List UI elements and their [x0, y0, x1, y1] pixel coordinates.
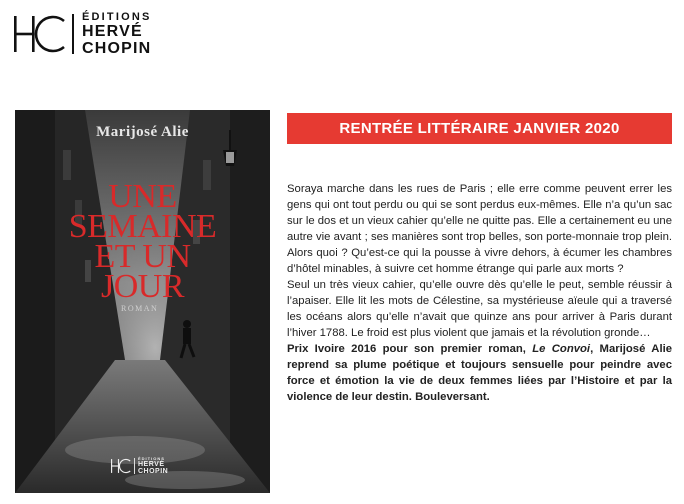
logo-divider — [72, 14, 74, 54]
award-prefix: Prix Ivoire 2016 pour son premier roman, — [287, 343, 533, 355]
logo-line1: HERVÉ — [82, 22, 143, 40]
cover-logo-divider — [134, 458, 135, 474]
book-cover — [15, 110, 270, 493]
cover-title-line: JOUR — [100, 268, 185, 305]
cover-title-line: SEMAINE — [68, 208, 217, 245]
cover-logo-editions: ÉDITIONS — [138, 456, 165, 461]
cover-title-line: ET UN — [94, 238, 191, 275]
rentree-banner: RENTRÉE LITTÉRAIRE JANVIER 2020 — [287, 113, 672, 144]
description-paragraph: Seul un très vieux cahier, qu’elle ouvre dès qu’elle le peut, semble réussir à l’apaiser. Elle lit les mots de Célestine, sa mystérieuse aïeule qui a traversé les océans alors qu’elle n’avait que quinze ans pour arriver à Paris durant l’hiver 1788. Le froid est plus violent que jamais et la révolution gronde… — [287, 279, 672, 339]
publisher-logo — [14, 12, 152, 56]
award-book-title: Le Convoi — [532, 343, 591, 355]
cover-logo-line1: HERVÉ — [138, 461, 165, 468]
cover-title-line: UNE — [108, 178, 177, 215]
book-description — [287, 181, 672, 405]
cover-logo-wordmark — [138, 457, 168, 475]
logo-editions: ÉDITIONS — [82, 10, 152, 23]
logo-wordmark — [82, 12, 152, 57]
cover-author: Marijosé Alie — [96, 124, 189, 140]
cover-logo-line2: CHOPIN — [138, 468, 169, 475]
cover-genre: ROMAN — [121, 304, 159, 313]
description-paragraph: Soraya marche dans les rues de Paris ; elle erre comme peuvent errer les gens qui ont tout perdu ou qui se sont perdus eux-mêmes. Elle n’a qu’un sac sur le dos et un vieux cahier qu’elle ne quitte pas. Elle a certainement eu une autre vie avant ; ses manières sont trop belles, son porte-monnaie trop plein. Alors quoi ? Qu’est-ce qui la pousse à vivre dehors, à écumer les chambres d’hôtel minables, à suivre cet homme étrange qui parle aux morts ? — [287, 183, 672, 275]
cover-publisher-logo — [111, 457, 168, 475]
cover-hc-monogram — [111, 458, 131, 474]
award-suffix: , Marijosé Alie reprend sa plume poétique et toujours sensuelle pour peindre avec force et émotion la vie de deux femmes liées par l’Histoire et par la violence de leur destin. Bouleversant. — [287, 343, 672, 403]
cover-title — [15, 178, 270, 305]
award-paragraph — [287, 341, 672, 405]
hc-monogram — [14, 12, 66, 56]
logo-line2: CHOPIN — [82, 39, 152, 57]
